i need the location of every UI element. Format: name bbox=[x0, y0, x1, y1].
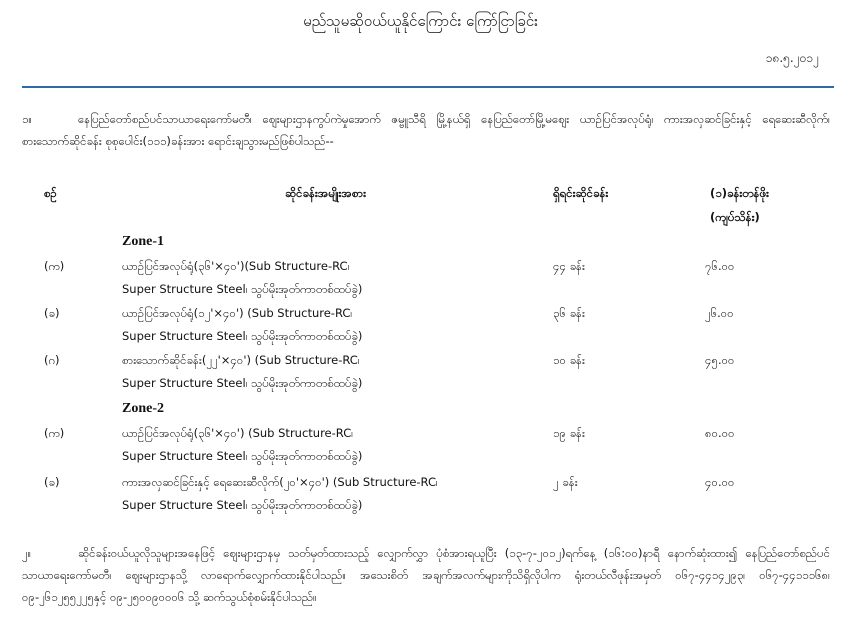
table-header-rooms: ရှိရင်းဆိုင်ခန်း bbox=[553, 186, 609, 200]
row-rooms: ၁၉ ခန်း bbox=[553, 426, 585, 440]
row-price: ၄၅.၀၀ bbox=[705, 353, 735, 367]
row-price: ၈၀.၀၀ bbox=[705, 426, 735, 440]
row-type: ကားအလှဆင်ခြင်းနှင့် ရေဆေးဆီလိုက်(၂၀'×၄၀') (Sub Structure-RC၊ bbox=[122, 475, 438, 489]
row-rooms: ၄၄ ခန်း bbox=[553, 259, 585, 273]
paragraph-number: ၂။ bbox=[22, 546, 32, 560]
table-header-price: (၁)ခန်းတန်ဖိုး bbox=[710, 186, 769, 200]
table-header-type: ဆိုင်ခန်းအမျိုးအစား bbox=[285, 186, 367, 200]
row-number: (ဂ) bbox=[44, 353, 60, 367]
row-type: ယာဉ်ပြင်အလုပ်ရုံ(၃၆'×၄၀')(Sub Structure-RC၊ bbox=[122, 259, 350, 273]
paragraph-text: ဆိုင်ခန်းဝယ်ယူလိုသူများအနေဖြင့် ဈေးများဌာနမှ သတ်မှတ်ထားသည့် လျှောက်လွှာ ပုံစံအားရယူပြီး (၁၃-၇-၂၀၁၂)ရက်နေ့ (၁၆:၀၀)နာရီ နောက်ဆုံးထား၍ နေပြည်တော်စည်ပင် သာယာရေးကော်မတီ၊ ဈေးများဌာနသို့ လာရောက်လျှောက်ထားနိုင်ပါသည်။ အသေးစိတ် အချက်အလက်များကိုသိရှိလိုပါက ရုံးတယ်လီဖုန်းအမှတ် ၀၆၇-၄၄၁၄၂၉၃၊ ၀၆၇-၄၄၁၁၁၆၈၊ ၀၉-၂၆၁၂၅၅၂၂၅နှင့် ၀၉-၂၅၀၀၉၀၀၀၆ သို့ ဆက်သွယ်စုံစမ်းနိုင်ပါသည်။ bbox=[22, 546, 830, 604]
row-type-detail: Super Structure Steel၊ သွပ်မိုးအုတ်ကာတစ်ထပ်ခွဲ) bbox=[122, 449, 363, 463]
row-number: (က) bbox=[44, 426, 65, 440]
page-title: မည်သူမဆိုဝယ်ယူနိုင်ကြောင်း ကြော်ငြာခြင်း bbox=[303, 12, 538, 30]
row-rooms: ၂ ခန်း bbox=[553, 475, 578, 489]
row-number: (က) bbox=[44, 259, 65, 273]
row-number: (ခ) bbox=[44, 475, 60, 489]
paragraph-1 bbox=[22, 108, 830, 152]
row-type: စားသောက်ဆိုင်ခန်း(၂၂'×၄၀') (Sub Structure-RC၊ bbox=[122, 353, 360, 367]
row-type-detail: Super Structure Steel၊ သွပ်မိုးအုတ်ကာတစ်ထပ်ခွဲ) bbox=[122, 498, 363, 512]
row-type-detail: Super Structure Steel၊ သွပ်မိုးအုတ်ကာတစ်ထပ်ခွဲ) bbox=[122, 282, 363, 296]
paragraph-2 bbox=[22, 542, 830, 608]
table-header-no: စဉ် bbox=[44, 186, 57, 200]
row-price: ၄၀.၀၀ bbox=[705, 475, 735, 489]
header-divider bbox=[22, 86, 834, 88]
row-rooms: ၃၆ ခန်း bbox=[553, 306, 585, 320]
paragraph-number: ၁။ bbox=[22, 112, 32, 126]
row-price: ၇၆.၀၀ bbox=[705, 259, 735, 273]
row-price: ၂၆.၀၀ bbox=[705, 306, 734, 320]
row-type-detail: Super Structure Steel၊ သွပ်မိုးအုတ်ကာတစ်ထပ်ခွဲ) bbox=[122, 376, 363, 390]
zone-2-label: Zone-2 bbox=[122, 401, 164, 416]
paragraph-text: နေပြည်တော်စည်ပင်သာယာရေးကော်မတီ၊ ဈေးများဌာနကွပ်ကဲမှုအောက် ဇမ္ဗူသီရိ မြို့နယ်ရှိ နေပြည်တော်မြို့မဈေး ယာဉ်ပြင်အလုပ်ရုံ၊ ကားအလှဆင်ခြင်းနှင့် ရေဆေးဆီလိုက်၊ စားသောက်ဆိုင်ခန်း စုစုပေါင်း(၁၁၁)ခန်းအား ရောင်းချသွားမည်ဖြစ်ပါသည်-- bbox=[22, 112, 830, 148]
date-label: ၁၈.၅.၂၀၁၂ bbox=[765, 51, 819, 65]
zone-1-label: Zone-1 bbox=[122, 234, 164, 249]
row-type: ယာဉ်ပြင်အလုပ်ရုံ(၁၂'×၄၀') (Sub Structure-RC၊ bbox=[122, 306, 353, 320]
row-type: ယာဉ်ပြင်အလုပ်ရုံ(၃၆'×၄၀') (Sub Structure-RC၊ bbox=[122, 426, 354, 440]
row-rooms: ၁၀ ခန်း bbox=[553, 353, 585, 367]
row-number: (ခ) bbox=[44, 306, 60, 320]
row-type-detail: Super Structure Steel၊ သွပ်မိုးအုတ်ကာတစ်ထပ်ခွဲ) bbox=[122, 329, 363, 343]
table-header-price-unit: (ကျပ်သိန်း) bbox=[710, 210, 760, 224]
